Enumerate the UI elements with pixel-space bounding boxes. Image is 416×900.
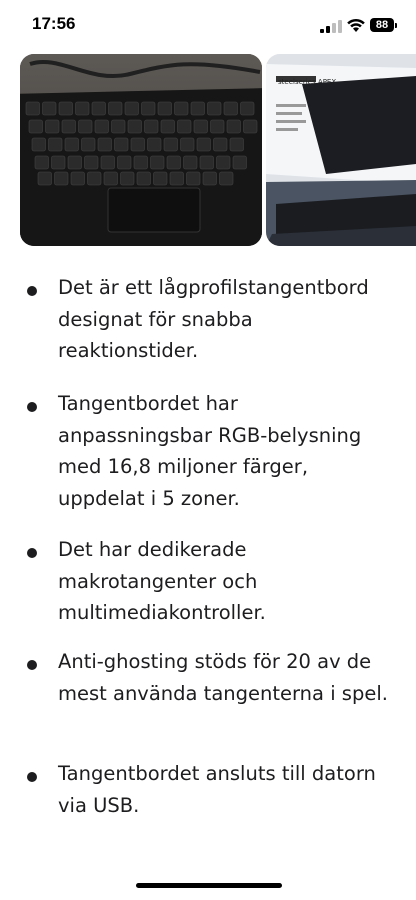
keycap <box>52 156 66 169</box>
keycap <box>227 120 241 133</box>
keyboard-box-illustration <box>266 54 416 246</box>
keycap <box>217 156 231 169</box>
keycap <box>101 156 115 169</box>
keycap <box>197 138 211 151</box>
keycap <box>115 138 129 151</box>
keycap <box>65 138 79 151</box>
keycap <box>46 120 60 133</box>
keycap <box>184 156 198 169</box>
bullet-text: Tangentbordet har anpassningsbar RGB-belysning med 16,8 miljoner färger, uppdelat i 5 zoner. <box>58 392 362 510</box>
keycap <box>68 156 82 169</box>
keycap <box>148 138 162 151</box>
keycap <box>85 156 99 169</box>
bullet-text: Det är ett lågprofilstangentbord designat för snabba reaktionstider. <box>58 276 369 362</box>
box-brand-text: steelseries APEX <box>278 78 337 86</box>
keyboard-closeup-photo[interactable] <box>20 54 262 246</box>
status-bar <box>0 0 416 52</box>
keycap <box>59 102 73 115</box>
keycap <box>154 172 168 185</box>
keycap <box>95 120 109 133</box>
image-gallery[interactable] <box>0 52 416 248</box>
keycap <box>241 102 255 115</box>
keycap <box>71 172 85 185</box>
keycap <box>43 102 57 115</box>
keycap <box>230 138 244 151</box>
keycap <box>181 138 195 151</box>
keycap <box>62 120 76 133</box>
keycap <box>224 102 238 115</box>
keycap <box>128 120 142 133</box>
keycap <box>131 138 145 151</box>
keycap <box>187 172 201 185</box>
keycap <box>55 172 69 185</box>
keycap <box>32 138 46 151</box>
keycap <box>29 120 43 133</box>
bullet-dot-icon <box>27 286 37 296</box>
keycap <box>161 120 175 133</box>
cellular-signal-icon <box>320 20 342 33</box>
keycap <box>142 102 156 115</box>
keycap <box>35 156 49 169</box>
keycap <box>82 138 96 151</box>
keycap <box>208 102 222 115</box>
keycap <box>175 102 189 115</box>
keycap <box>158 102 172 115</box>
keycap <box>104 172 118 185</box>
keycap <box>191 102 205 115</box>
keycap <box>79 120 93 133</box>
keycap <box>151 156 165 169</box>
bullet-dot-icon <box>27 548 37 558</box>
bullet-text: Det har dedikerade makrotangenter och multimediakontroller. <box>58 538 266 624</box>
keycap <box>178 120 192 133</box>
keycap <box>88 172 102 185</box>
home-indicator[interactable] <box>136 883 282 888</box>
keycap <box>145 120 159 133</box>
keycap <box>125 102 139 115</box>
bullet-dot-icon <box>27 660 37 670</box>
battery-icon <box>370 18 394 32</box>
keycap <box>49 138 63 151</box>
battery-cap <box>395 23 397 28</box>
keyboard-box-photo[interactable] <box>266 54 416 246</box>
keycap <box>109 102 123 115</box>
keycap <box>92 102 106 115</box>
keycap <box>121 172 135 185</box>
keycap <box>200 156 214 169</box>
keycap <box>214 138 228 151</box>
wifi-icon <box>346 17 366 33</box>
bullet-text: Anti-ghosting stöds för 20 av de mest använda tangenterna i spel. <box>58 650 388 705</box>
bullet-dot-icon <box>27 402 37 412</box>
keycap <box>134 156 148 169</box>
bullet-dot-icon <box>27 772 37 782</box>
keycap <box>137 172 151 185</box>
keycap <box>26 102 40 115</box>
keycap <box>112 120 126 133</box>
keycap <box>167 156 181 169</box>
bullet-text: Tangentbordet ansluts till datorn via USB. <box>58 762 376 817</box>
keycap <box>220 172 234 185</box>
battery-level: 88 <box>375 19 389 31</box>
keycap <box>76 102 90 115</box>
keyboard-closeup-illustration <box>20 54 262 246</box>
keycap <box>194 120 208 133</box>
keycap <box>164 138 178 151</box>
status-time: 17:56 <box>32 14 76 33</box>
keycap <box>233 156 247 169</box>
keycap <box>170 172 184 185</box>
keycap <box>38 172 52 185</box>
keycap <box>244 120 258 133</box>
keycap <box>118 156 132 169</box>
keycap <box>98 138 112 151</box>
keycap <box>203 172 217 185</box>
keycap <box>211 120 225 133</box>
